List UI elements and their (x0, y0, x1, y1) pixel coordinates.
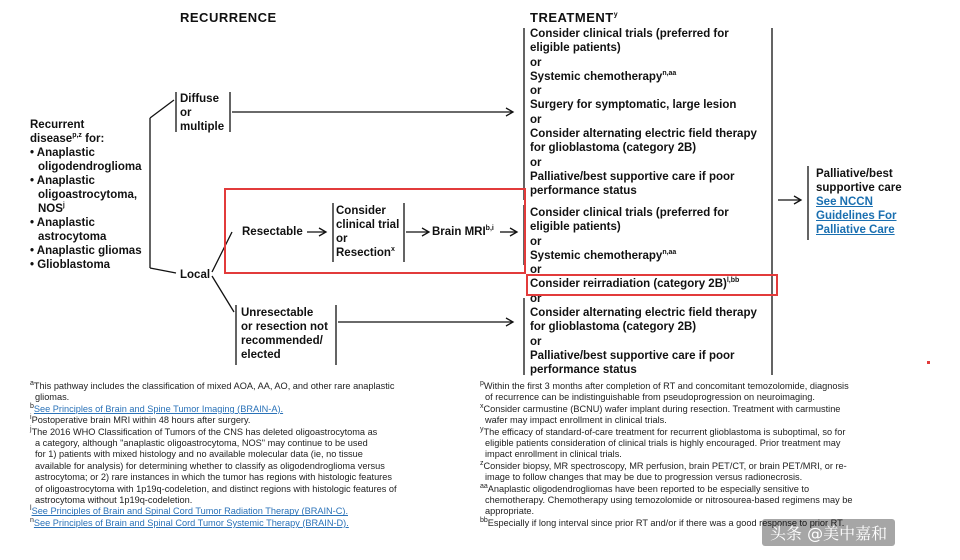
footnote-text: chemotherapy. Chemotherapy using temozolomide or nitrosourea-based regimens may be (485, 495, 853, 506)
footnote-link[interactable]: See Principles of Brain and Spinal Cord Tumor Systemic Therapy (BRAIN-D). (33, 517, 349, 528)
footnote-line (480, 427, 935, 438)
footnote-text: available for analysis) for determining whether to classify as oligodendroglioma versus (35, 460, 385, 471)
brain-mri-text: Brain MRI (432, 226, 486, 238)
footnote-line[interactable] (30, 518, 470, 529)
treatment-top-block (530, 27, 770, 199)
footnote-link[interactable]: See Principles of Brain and Spinal Cord Tumor Radiation Therapy (BRAIN-C). (31, 506, 348, 517)
recurrent-item: • Anaplastic (30, 175, 95, 187)
treatment-line: eligible patients) (530, 42, 621, 55)
recurrent-disease-block (30, 118, 180, 272)
footnote-line (30, 495, 470, 506)
footnote-text: wafer may impact enrollment in clinical trials. (485, 415, 667, 426)
footnote-text: Consider biopsy, MR spectroscopy, MR perfusion, brain PET/CT, or brain PET/MRI, or re- (483, 460, 847, 471)
treatment-line: Consider alternating electric field therapy (530, 307, 757, 320)
footnote-line (480, 484, 935, 495)
footnote-marker: i (30, 414, 32, 422)
treatment-line: or (530, 235, 542, 248)
footnote-text: Consider carmustine (BCNU) wafer implant during resection. Treatment with carmustine (483, 403, 841, 414)
resection-text: Resection (336, 247, 391, 259)
footnote-line (30, 392, 470, 403)
chemo-sup: n,aa (662, 249, 677, 257)
red-dot-marker (927, 361, 930, 364)
recurrent-item: oligoastrocytoma, (38, 189, 138, 201)
diffuse-line: or (180, 107, 192, 119)
recurrent-line2-rest: for: (81, 133, 105, 145)
footnote-marker: n (30, 516, 34, 524)
local-label: Local (180, 269, 211, 281)
treatment-line: eligible patients) (530, 221, 621, 234)
treatment-line: Surgery for symptomatic, large lesion (530, 99, 737, 112)
treatment-line: performance status (530, 364, 637, 377)
treatment-line: Consider clinical trials (preferred for (530, 28, 729, 40)
reirradiation-text: Consider reirradiation (category 2B) (530, 278, 727, 291)
consider-line: clinical trial (336, 219, 400, 231)
footnote-marker: z (480, 459, 484, 467)
treatment-line: or (530, 264, 542, 277)
reirradiation-sup: l,bb (726, 277, 740, 285)
treatment-line: for glioblastoma (category 2B) (530, 142, 697, 155)
consider-line: or (336, 233, 348, 245)
footnote-text: gliomas. (35, 392, 70, 403)
footnote-text: Within the first 3 months after completion of RT and concomitant temozolomide, diagnosis (483, 381, 849, 391)
footnote-line (480, 495, 935, 506)
footnote-marker: x (480, 402, 484, 410)
recurrent-item: • Anaplastic (30, 147, 95, 159)
footnote-marker: y (480, 425, 484, 433)
diffuse-or-multiple (180, 92, 224, 134)
footnote-line (480, 506, 935, 517)
consider-line (336, 246, 399, 260)
treatment-line: for glioblastoma (category 2B) (530, 321, 697, 334)
footnote-line (480, 404, 935, 415)
treatment-header-sup: y (613, 11, 619, 19)
watermark: 头条 @美中嘉和 (762, 519, 895, 546)
diffuse-line: multiple (180, 121, 225, 133)
footnote-line (480, 381, 935, 392)
footnote-text: a category, although "anaplastic oligoastrocytoma, NOS" may continue to be used (35, 438, 368, 449)
footnote-line (480, 449, 935, 460)
footnote-text: Postoperative brain MRI within 48 hours after surgery. (31, 415, 251, 426)
recurrent-line2-sup: p,z (72, 132, 82, 140)
treatment-line: or (530, 85, 542, 98)
recurrent-item: • Anaplastic (30, 217, 95, 229)
treatment-line: or (530, 335, 542, 348)
footnote-text: The 2016 WHO Classification of Tumors of the CNS has deleted oligoastrocytoma as (31, 426, 378, 437)
treatment-line (530, 249, 770, 263)
footnote-text: of recurrence can be indistinguishable from pseudoprogression on neuroimaging. (485, 392, 815, 403)
footnote-marker: p (480, 379, 484, 387)
footnote-line (30, 427, 470, 438)
chemo-text: Systemic chemotherapy (530, 249, 663, 262)
footnote-line (480, 392, 935, 403)
palliative-link[interactable]: See NCCN (816, 196, 873, 208)
footnote-text: This pathway includes the classification of mixed AOA, AA, AO, and other rare anaplastic (33, 381, 395, 391)
treatment-line: or (530, 56, 542, 69)
footnote-text: impact enrollment in clinical trials. (485, 449, 622, 460)
footnotes-left (30, 381, 470, 529)
treatment-line: Consider alternating electric field therapy (530, 128, 757, 141)
footnote-line[interactable] (30, 404, 470, 415)
brain-mri-sup: b,i (485, 225, 494, 233)
recurrence-header: RECURRENCE (180, 10, 277, 25)
footnote-marker: bb (480, 516, 488, 524)
chemo-sup: n,aa (662, 70, 677, 78)
recurrent-line2 (30, 132, 180, 146)
diffuse-line: Diffuse (180, 93, 219, 105)
unresectable-line: Unresectable (241, 307, 314, 319)
footnote-text: The efficacy of standard-of-care treatment for recurrent glioblastoma is suboptimal, so for (483, 426, 846, 437)
footnote-line (30, 484, 470, 495)
footnote-line (30, 461, 470, 472)
recurrent-line1: Recurrent (30, 119, 85, 131)
recurrent-nos: NOS (38, 203, 63, 215)
unresectable-line: or resection not (241, 321, 328, 333)
recurrent-item: • Glioblastoma (30, 259, 111, 271)
chemo-text: Systemic chemotherapy (530, 70, 663, 83)
footnote-link[interactable]: See Principles of Brain and Spine Tumor Imaging (BRAIN-A). (33, 403, 284, 414)
footnote-line (480, 415, 935, 426)
footnote-line (480, 472, 935, 483)
treatment-header-text: TREATMENT (530, 10, 614, 25)
footnote-text: astrocytoma without 1p19q-codeletion. (35, 495, 193, 506)
recurrent-item: astrocytoma (38, 231, 107, 243)
resectable-label: Resectable (242, 226, 303, 238)
recurrent-item: oligodendroglioma (38, 161, 142, 173)
footnote-text: appropriate. (485, 506, 535, 517)
treatment-line: Palliative/best supportive care if poor (530, 170, 735, 183)
treatment-line: Palliative/best supportive care if poor (530, 349, 735, 362)
footnote-line (30, 415, 470, 426)
recurrent-item (30, 202, 180, 216)
footnote-marker: b (30, 402, 34, 410)
consider-resection-block (336, 204, 399, 260)
footnote-text: Anaplastic oligodendrogliomas have been reported to be especially sensitive to (487, 483, 810, 494)
recurrent-nos-sup: j (62, 202, 65, 210)
palliative-link[interactable]: Guidelines For (816, 210, 897, 222)
footnote-line (480, 438, 935, 449)
treatment-line (530, 70, 770, 84)
footnote-marker: aa (480, 482, 488, 490)
footnote-text: Especially if long interval since prior RT and/or if there was a good response to prior RT. (487, 517, 845, 528)
footnote-text: image to follow changes that may be due to progression versus radionecrosis. (485, 472, 803, 483)
treatment-line: performance status (530, 185, 637, 198)
treatment-line: Consider clinical trials (preferred for (530, 207, 729, 219)
palliative-link[interactable]: Palliative Care (816, 224, 895, 236)
resection-sup: x (390, 246, 395, 254)
footnotes-right (480, 381, 935, 529)
footnote-marker: j (30, 425, 32, 433)
footnote-marker: a (30, 379, 34, 387)
treatment-line: or (530, 292, 542, 305)
footnote-line[interactable] (30, 506, 470, 517)
footnote-line (30, 381, 470, 392)
recurrent-line2-text: disease (30, 133, 73, 145)
footnote-line (30, 449, 470, 460)
footnote-text: of oligoastrocytoma with 1p19q-codeletion, and distinct regions with histologic features of (35, 483, 397, 494)
recurrent-item: • Anaplastic gliomas (30, 245, 142, 257)
treatment-line: or (530, 113, 542, 126)
footnote-marker: l (30, 505, 32, 513)
footnote-line (30, 472, 470, 483)
footnote-line (30, 438, 470, 449)
unresectable-line: recommended/ (241, 335, 323, 347)
consider-line: Consider (336, 205, 386, 217)
palliative-line: supportive care (816, 182, 902, 194)
unresectable-line: elected (241, 349, 281, 361)
palliative-block (816, 167, 902, 237)
footnote-text: eligible patients consideration of clinical trials is highly encouraged. Prior treatment may (485, 438, 841, 449)
treatment-line: or (530, 156, 542, 169)
brain-mri-label (432, 225, 494, 239)
palliative-line: Palliative/best (816, 168, 893, 180)
reirradiation-highlight-box (526, 274, 778, 296)
unresectable-block (241, 306, 328, 362)
footnote-text: for 1) patients with mixed histology and no available molecular data (ie, no tissue (35, 449, 363, 460)
footnote-line (480, 461, 935, 472)
footnote-text: astrocytoma; or 2) rare instances in which the tumor has regions with histologic features (35, 472, 392, 483)
